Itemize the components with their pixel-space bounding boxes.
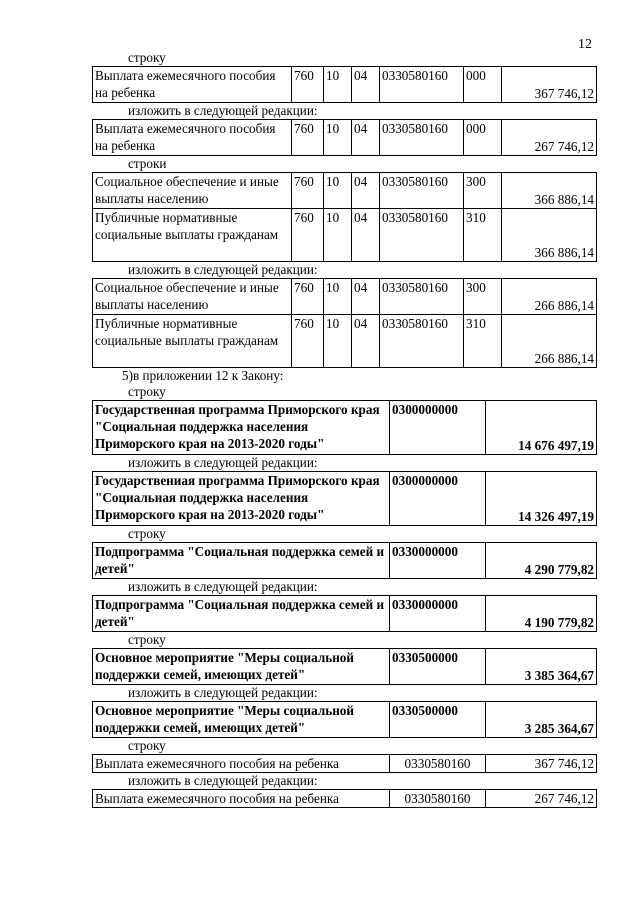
row-name: Социальное обеспечение и иные выплаты населению: [93, 279, 292, 315]
table-benefit-new: [92, 119, 597, 156]
csr-code: 0330580160: [390, 790, 486, 808]
csr-code: 0330580160: [390, 755, 486, 773]
table-row: [93, 649, 597, 685]
csr-code: 0300000000: [390, 401, 486, 455]
row-name: Основное мероприятие "Меры социальной поддержки семей, имеющих детей": [93, 702, 390, 738]
note-izlozhit: изложить в следующей редакции:: [128, 579, 318, 594]
pr-code: 04: [352, 120, 380, 156]
row-amount: 3 285 364,67: [486, 702, 597, 738]
page-number: 12: [578, 37, 592, 52]
ped-code: 760: [292, 315, 324, 368]
note-izlozhit: изложить в следующей редакции:: [128, 103, 318, 118]
csr-code: 0330500000: [390, 649, 486, 685]
note-stroku: строку: [128, 384, 166, 399]
rz-code: 10: [324, 315, 352, 368]
pr-code: 04: [352, 209, 380, 262]
vr-code: 000: [464, 67, 502, 103]
table-pay-old: [92, 754, 597, 773]
table-om-new: [92, 701, 597, 738]
table-social-old: [92, 172, 597, 262]
table-row: [93, 315, 597, 368]
row-amount: 367 746,12: [486, 755, 597, 773]
table-benefit-old: [92, 66, 597, 103]
vr-code: 300: [464, 279, 502, 315]
pr-code: 04: [352, 173, 380, 209]
table-gp-new: [92, 471, 597, 526]
table-row: [93, 790, 597, 808]
table-row: [93, 173, 597, 209]
row-amount: 14 676 497,19: [486, 401, 597, 455]
row-name: Подпрограмма "Социальная поддержка семей и детей": [93, 596, 390, 632]
csr-code: 0330580160: [380, 173, 464, 209]
table-row: [93, 596, 597, 632]
ped-code: 760: [292, 120, 324, 156]
csr-code: 0330580160: [380, 67, 464, 103]
ped-code: 760: [292, 279, 324, 315]
note-stroku: строку: [128, 526, 166, 541]
csr-code: 0330580160: [380, 279, 464, 315]
table-row: [93, 543, 597, 579]
rz-code: 10: [324, 120, 352, 156]
row-name: Государственная программа Приморского края "Социальная поддержка населения Приморского края на 2013-2020 годы": [93, 401, 390, 455]
vr-code: 310: [464, 315, 502, 368]
pr-code: 04: [352, 67, 380, 103]
row-amount: 366 886,14: [502, 209, 597, 262]
row-name: Социальное обеспечение и иные выплаты населению: [93, 173, 292, 209]
csr-code: 0330500000: [390, 702, 486, 738]
csr-code: 0330580160: [380, 120, 464, 156]
note-appendix-12: 5)в приложении 12 к Закону:: [122, 368, 284, 383]
row-amount: 367 746,12: [502, 67, 597, 103]
rz-code: 10: [324, 173, 352, 209]
row-amount: 366 886,14: [502, 173, 597, 209]
row-name: Выплата ежемесячного пособия на ребенка: [93, 790, 390, 808]
note-izlozhit: изложить в следующей редакции:: [128, 685, 318, 700]
table-gp-old: [92, 400, 597, 455]
note-stroku: строку: [128, 738, 166, 753]
pr-code: 04: [352, 315, 380, 368]
csr-code: 0330580160: [380, 315, 464, 368]
rz-code: 10: [324, 209, 352, 262]
vr-code: 310: [464, 209, 502, 262]
row-name: Публичные нормативные социальные выплаты гражданам: [93, 209, 292, 262]
csr-code: 0300000000: [390, 472, 486, 526]
row-amount: 4 190 779,82: [486, 596, 597, 632]
table-sub-old: [92, 542, 597, 579]
note-stroku: строку: [128, 50, 166, 65]
row-name: Основное мероприятие "Меры социальной поддержки семей, имеющих детей": [93, 649, 390, 685]
csr-code: 0330000000: [390, 596, 486, 632]
ped-code: 760: [292, 67, 324, 103]
table-social-new: [92, 278, 597, 368]
table-row: [93, 279, 597, 315]
row-name: Выплата ежемесячного пособия на ребенка: [93, 67, 292, 103]
rz-code: 10: [324, 67, 352, 103]
ped-code: 760: [292, 209, 324, 262]
vr-code: 000: [464, 120, 502, 156]
row-name: Государствениая программа Приморского края "Социальная поддержка населения Приморского края на 2013-2020 годы": [93, 472, 390, 526]
pr-code: 04: [352, 279, 380, 315]
note-izlozhit: изложить в следующей редакции:: [128, 773, 318, 788]
table-row: [93, 120, 597, 156]
csr-code: 0330580160: [380, 209, 464, 262]
vr-code: 300: [464, 173, 502, 209]
row-amount: 3 385 364,67: [486, 649, 597, 685]
table-pay-new: [92, 789, 597, 808]
ped-code: 760: [292, 173, 324, 209]
table-row: [93, 401, 597, 455]
note-stroku: строку: [128, 632, 166, 647]
row-amount: 267 746,12: [502, 120, 597, 156]
row-name: Публичные нормативные социальные выплаты гражданам: [93, 315, 292, 368]
table-om-old: [92, 648, 597, 685]
row-name: Выплата ежемесячного пособия на ребенка: [93, 120, 292, 156]
row-amount: 4 290 779,82: [486, 543, 597, 579]
table-row: [93, 755, 597, 773]
row-amount: 266 886,14: [502, 315, 597, 368]
csr-code: 0330000000: [390, 543, 486, 579]
row-amount: 14 326 497,19: [486, 472, 597, 526]
row-name: Подпрограмма "Социальная поддержка семей и детей": [93, 543, 390, 579]
rz-code: 10: [324, 279, 352, 315]
note-stroki: строки: [128, 156, 167, 171]
row-amount: 266 886,14: [502, 279, 597, 315]
table-row: [93, 209, 597, 262]
note-izlozhit: изложить в следующей редакции:: [128, 262, 318, 277]
row-amount: 267 746,12: [486, 790, 597, 808]
table-row: [93, 67, 597, 103]
table-row: [93, 472, 597, 526]
table-sub-new: [92, 595, 597, 632]
row-name: Выплата ежемесячного пособия на ребенка: [93, 755, 390, 773]
note-izlozhit: изложить в следующей редакции:: [128, 455, 318, 470]
document-body: [92, 50, 596, 808]
table-row: [93, 702, 597, 738]
